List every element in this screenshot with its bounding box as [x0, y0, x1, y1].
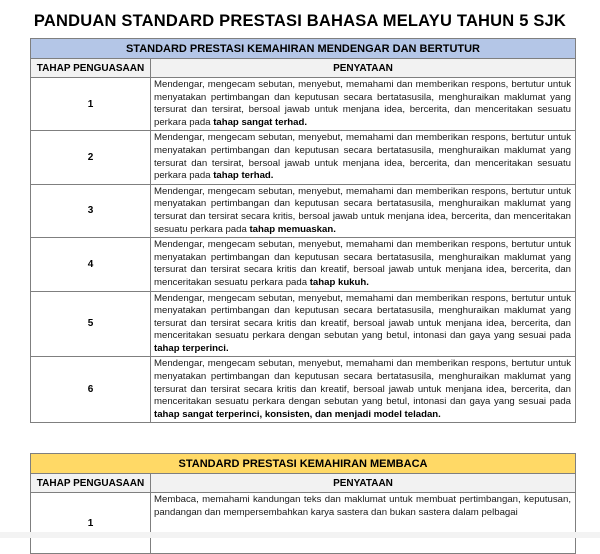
status-bar: [0, 532, 600, 538]
table-row: [31, 238, 576, 291]
statement-cell: Mendengar, mengecam sebutan, menyebut, memahami dan memberikan respons, bertutur untuk menyatakan pertimbangan dan keputusan secara bertatasusila, menghuraikan maklumat yang tersurat dan tersirat, bersoal jawab untuk menjana idea, bercerita, dan menceritakan sesuatu perkara pada tahap sangat terhad.: [151, 78, 576, 131]
table-row: [31, 78, 576, 131]
document-title: PANDUAN STANDARD PRESTASI BAHASA MELAYU TAHUN 5 SJK: [33, 12, 567, 30]
table-row: [31, 493, 576, 554]
column-header-level: TAHAP PENGUASAAN: [31, 474, 151, 493]
table-row: [31, 291, 576, 357]
statement-cell: Mendengar, mengecam sebutan, menyebut, memahami dan memberikan respons, bertutur untuk menyatakan pertimbangan dan keputusan secara bertatasusila, menghuraikan maklumat yang tersurat dan tersirat, bersoal jawab untuk menjana idea, bercerita, dan menceritakan sesuatu perkara pada tahap terhad.: [151, 131, 576, 184]
column-header-statement: PENYATAAN: [151, 474, 576, 493]
statement-cell: Mendengar, mengecam sebutan, menyebut, memahami dan memberikan respons, bertutur untuk menyatakan pertimbangan dan keputusan secara bertatasusila, menghuraikan maklumat yang tersurat dan tersirat secara kritis, bersoal jawab untuk menjana idea, bercerita, dan menceritakan sesuatu perkara pada tahap memuaskan.: [151, 184, 576, 237]
section-heading: STANDARD PRESTASI KEMAHIRAN MEMBACA: [31, 454, 576, 474]
level-cell: 1: [31, 493, 151, 554]
table-row: [31, 357, 576, 423]
statement-cell: Mendengar, mengecam sebutan, menyebut, memahami dan memberikan respons, bertutur untuk menyatakan pertimbangan dan keputusan secara bertatasusila, menghuraikan maklumat yang tersurat dan tersirat secara kritis dan kreatif, bersoal jawab untuk menjana idea, bercerita, dan menceritakan sesuatu perkara dengan sebutan yang betul, intonasi dan gaya yang sesuai pada tahap terperinci.: [151, 291, 576, 357]
statement-cell: Mendengar, mengecam sebutan, menyebut, memahami dan memberikan respons, bertutur untuk menyatakan pertimbangan dan keputusan secara bertatasusila, menghuraikan maklumat yang tersurat dan tersirat secara kritis dan kreatif, bersoal jawab untuk menjana idea, bercerita, dan menceritakan sesuatu perkara pada tahap kukuh.: [151, 238, 576, 291]
level-cell: 4: [31, 238, 151, 291]
level-cell: 1: [31, 78, 151, 131]
section-heading: STANDARD PRESTASI KEMAHIRAN MENDENGAR DAN BERTUTUR: [31, 39, 576, 59]
column-header-statement: PENYATAAN: [151, 59, 576, 78]
level-cell: 3: [31, 184, 151, 237]
reading-table: [30, 453, 576, 554]
statement-cell: Membaca, memahami kandungan teks dan maklumat untuk membuat pertimbangan, keputusan, pandangan dan mempersembahkan karya sastera dan bukan sastera dalam pelbagai: [151, 493, 576, 554]
table-row: [31, 131, 576, 184]
column-header-level: TAHAP PENGUASAAN: [31, 59, 151, 78]
table-row: [31, 184, 576, 237]
level-cell: 5: [31, 291, 151, 357]
level-cell: 6: [31, 357, 151, 423]
statement-cell: Mendengar, mengecam sebutan, menyebut, memahami dan memberikan respons, bertutur untuk menyatakan pertimbangan dan keputusan secara bertatasusila, menghuraikan maklumat yang tersurat dan tersirat secara kritis dan kreatif, bersoal jawab untuk menjana idea, bercerita, dan menceritakan sesuatu perkara dengan sebutan yang betul, intonasi dan gaya yang sesuai pada tahap sangat terperinci, konsisten, dan menjadi model teladan.: [151, 357, 576, 423]
level-cell: 2: [31, 131, 151, 184]
listening-speaking-table: [30, 38, 576, 423]
